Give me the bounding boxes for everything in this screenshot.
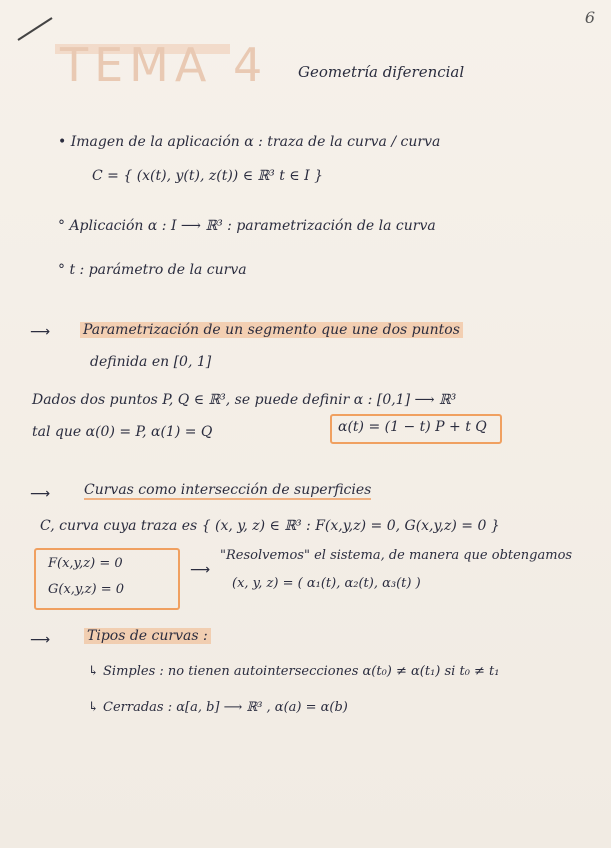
arrow-icon: ⟶ [190, 562, 211, 578]
chapter-subtitle: Geometría diferencial [298, 63, 465, 81]
curve-trace-set: C = { (x(t), y(t), z(t)) ∈ ℝ³ t ∈ I } [92, 168, 323, 184]
tipos-title: Tipos de curvas : [84, 628, 211, 644]
bullet-aplicacion: ° Aplicación α : I ⟶ ℝ³ : parametrización de la curva [58, 218, 436, 234]
curves-line-1: C, curva cuya traza es { (x, y, z) ∈ ℝ³ : F(x,y,z) = 0, G(x,y,z) = 0 } [40, 518, 500, 534]
curves-title: Curvas como intersección de superficies [84, 482, 372, 498]
resolve-line-1: "Resolvemos" el sistema, de manera que obtengamos [220, 548, 573, 563]
param-line-2: tal que α(0) = P, α(1) = Q [32, 424, 213, 440]
simples-line: ↳ Simples : no tienen autointersecciones α(t₀) ≠ α(t₁) si t₀ ≠ t₁ [88, 664, 500, 679]
resolve-line-2: (x, y, z) = ( α₁(t), α₂(t), α₃(t) ) [232, 576, 421, 591]
cerradas-line: ↳ Cerradas : α[a, b] ⟶ ℝ³ , α(a) = α(b) [88, 700, 348, 715]
param-sub: definida en [0, 1] [90, 354, 212, 370]
system-eq-g: G(x,y,z) = 0 [48, 582, 125, 597]
segment-formula: α(t) = (1 − t) P + t Q [338, 419, 487, 435]
param-title: Parametrización de un segmento que une dos puntos [80, 322, 463, 338]
chapter-title: TEMA 4 [60, 38, 269, 92]
bullet-image: • Imagen de la aplicación α : traza de la curva / curva [58, 134, 441, 150]
arrow-icon: ⟶ [30, 486, 51, 502]
bullet-parametro: ° t : parámetro de la curva [58, 262, 247, 278]
arrow-icon: ⟶ [30, 324, 51, 340]
param-line-1: Dados dos puntos P, Q ∈ ℝ³, se puede definir α : [0,1] ⟶ ℝ³ [32, 392, 457, 408]
system-eq-f: F(x,y,z) = 0 [48, 556, 123, 571]
arrow-icon: ⟶ [30, 632, 51, 648]
page-number: 6 [584, 8, 595, 27]
